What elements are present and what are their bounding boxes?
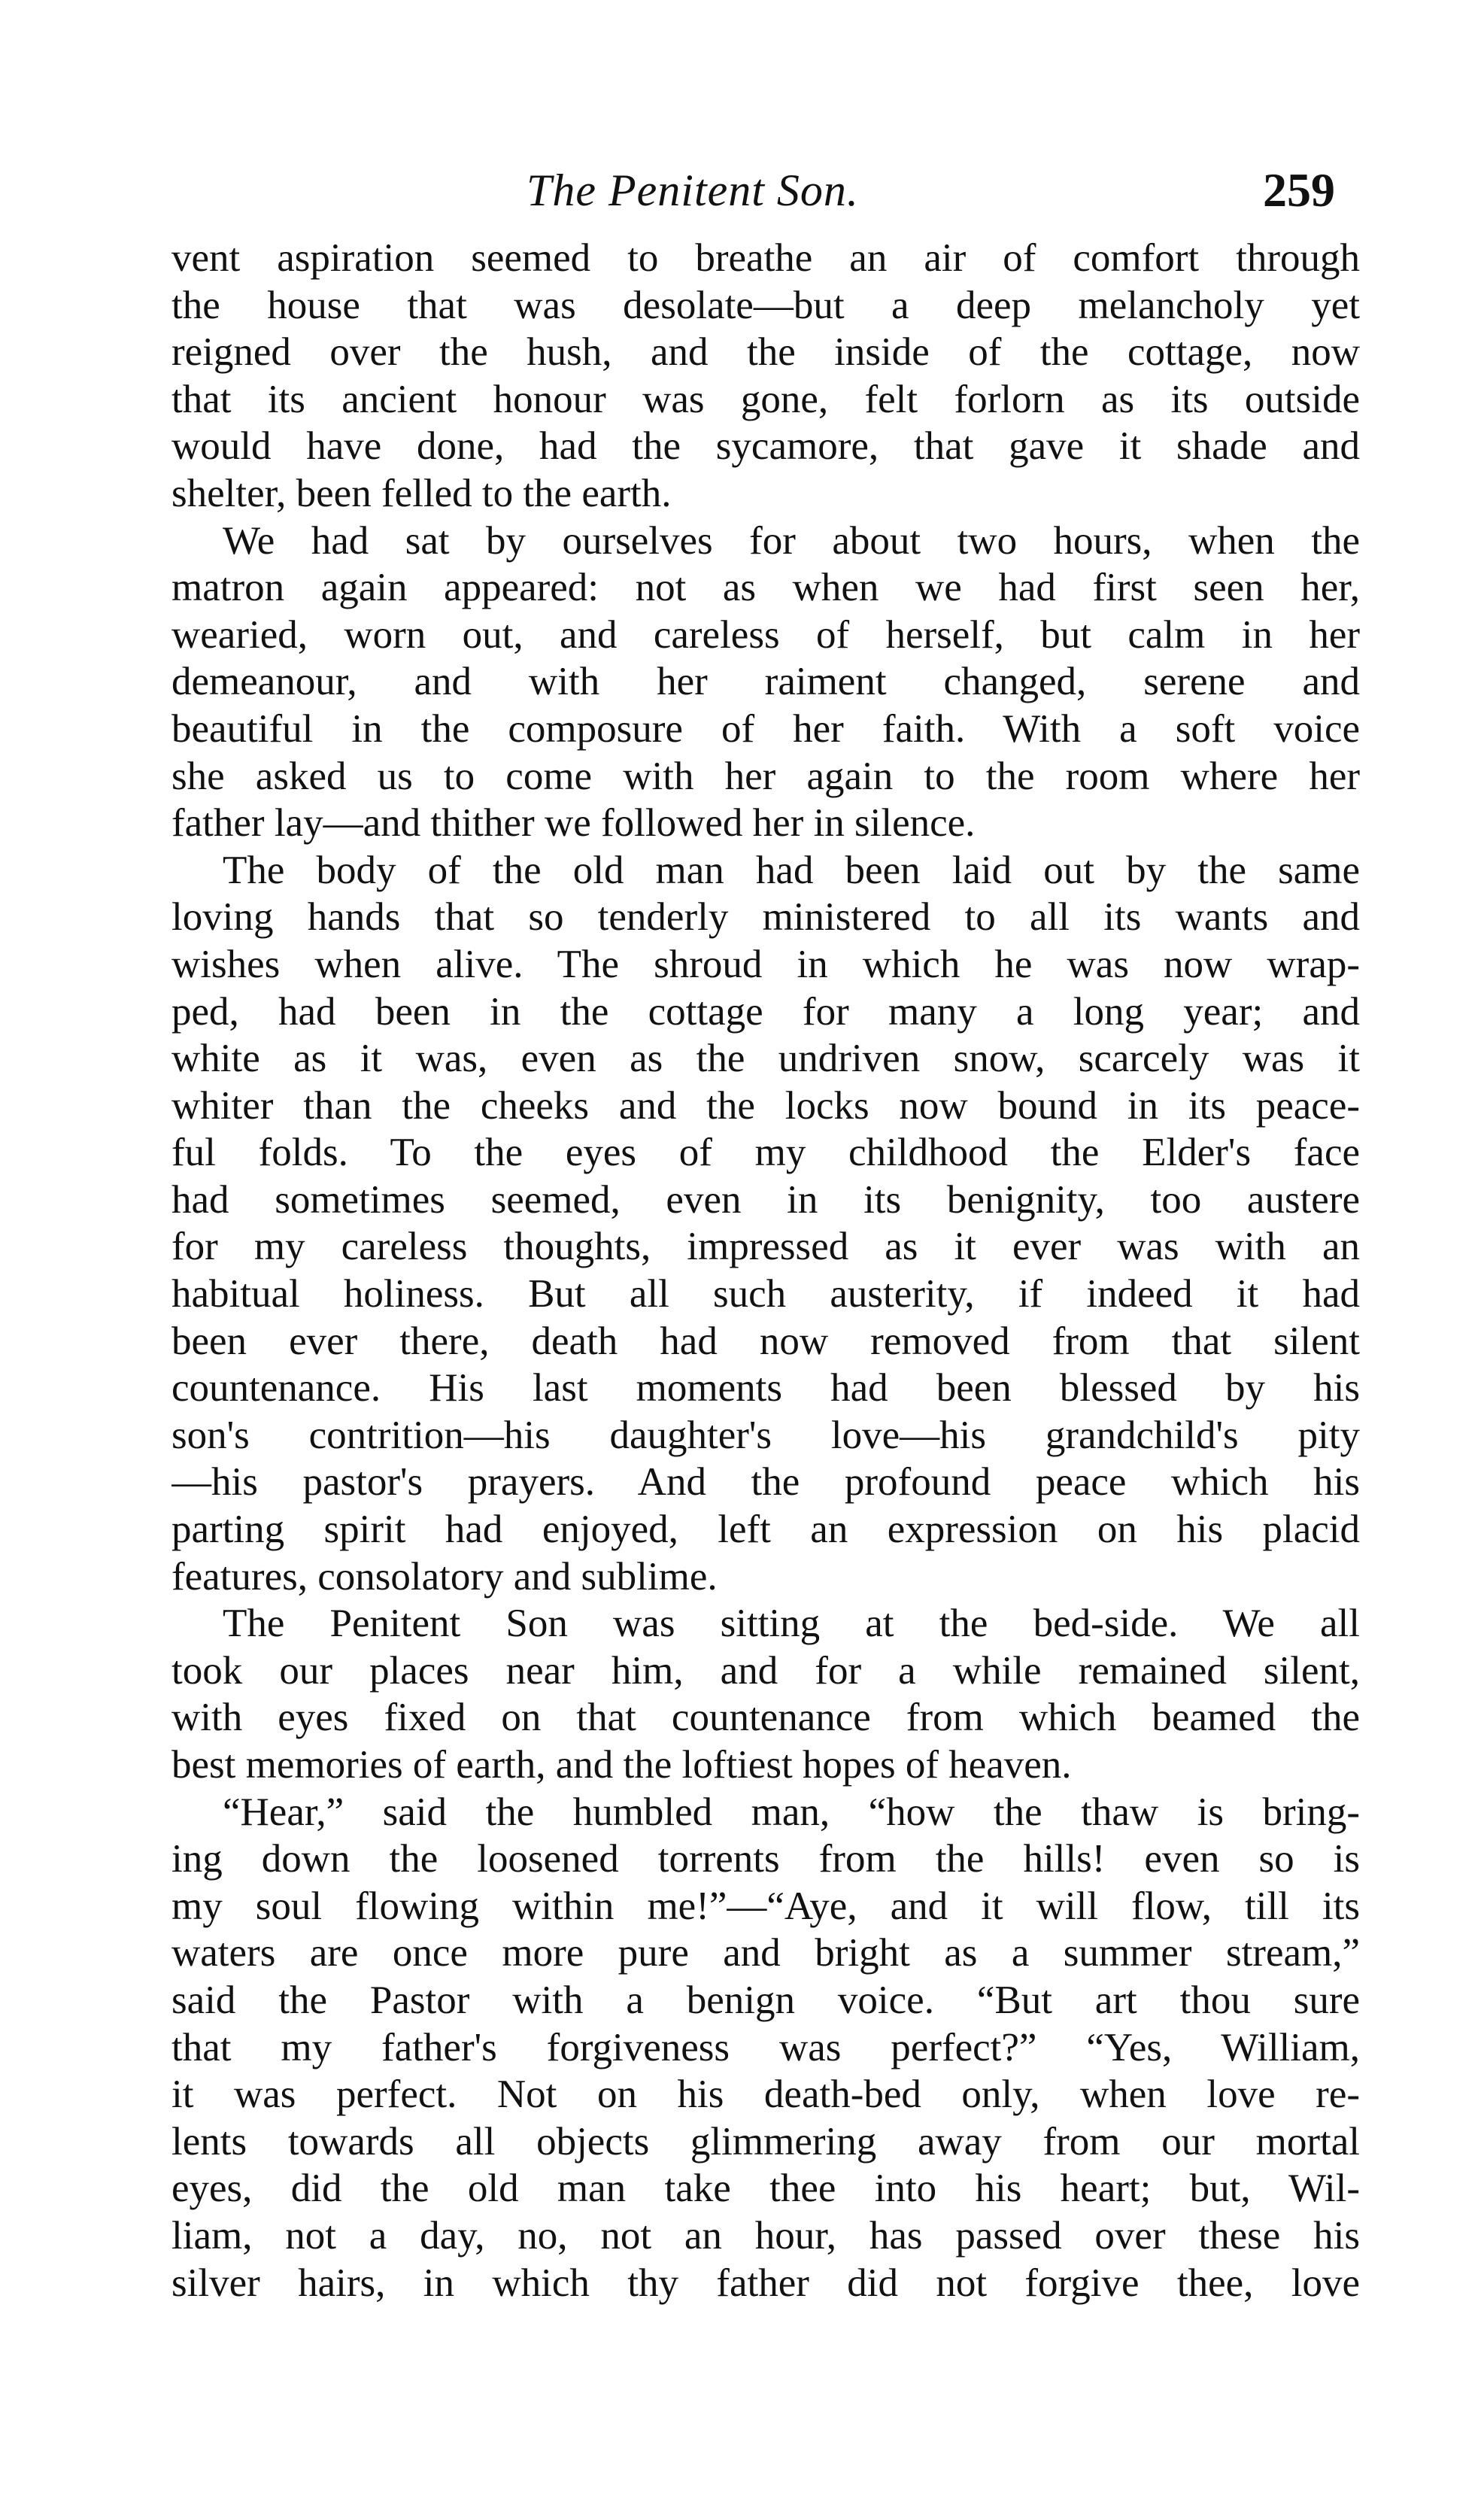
text-line: eyes, did the old man take thee into his heart; but, Wil- xyxy=(171,2167,1360,2211)
text-line: vent aspiration seemed to breathe an air of comfort through xyxy=(171,236,1360,280)
text-line: parting spirit had enjoyed, left an expression on his placid xyxy=(171,1508,1360,1552)
text-line: the house that was desolate—but a deep melancholy yet xyxy=(171,283,1360,327)
text-line: The body of the old man had been laid out by the same xyxy=(223,848,1360,892)
text-line: liam, not a day, no, not an hour, has passed over these his xyxy=(171,2213,1360,2258)
text-line: had sometimes seemed, even in its benignity, too austere xyxy=(171,1177,1360,1222)
text-line: —his pastor's prayers. And the profound peace which his xyxy=(171,1460,1360,1505)
text-line: would have done, had the sycamore, that gave it shade and xyxy=(171,424,1360,469)
text-line: best memories of earth, and the loftiest hopes of heaven. xyxy=(171,1743,1072,1787)
paragraph xyxy=(171,847,1360,1601)
text-line: father lay—and thither we followed her in silence. xyxy=(171,801,976,846)
text-line: shelter, been felled to the earth. xyxy=(171,471,672,515)
text-line: it was perfect. Not on his death-bed only, when love re- xyxy=(171,2072,1360,2117)
text-line: “Hear,” said the humbled man, “how the thaw is bring- xyxy=(223,1790,1360,1834)
text-line: ing down the loosened torrents from the hills! even so is xyxy=(171,1837,1360,1881)
paragraph xyxy=(171,1600,1360,1788)
text-line: features, consolatory and sublime. xyxy=(171,1554,718,1599)
text-line: son's contrition—his daughter's love—his grandchild's pity xyxy=(171,1413,1360,1457)
text-line: been ever there, death had now removed from that silent xyxy=(171,1319,1360,1363)
text-line: silver hairs, in which thy father did not forgive thee, love xyxy=(171,2261,1360,2305)
text-line: We had sat by ourselves for about two hours, when the xyxy=(223,518,1360,563)
paragraph xyxy=(171,1789,1360,2307)
running-title: The Penitent Son. xyxy=(527,165,859,215)
text-line: with eyes fixed on that countenance from which beamed the xyxy=(171,1696,1360,1740)
text-line: whiter than the cheeks and the locks now bound in its peace- xyxy=(171,1083,1360,1128)
text-line: she asked us to come with her again to the room where her xyxy=(171,754,1360,798)
text-line: my soul flowing within me!”—“Aye, and it will flow, till its xyxy=(171,1884,1360,1928)
text-line: reigned over the hush, and the inside of the cottage, now xyxy=(171,330,1360,375)
text-line: beautiful in the composure of her faith. With a soft voice xyxy=(171,706,1360,751)
text-line: ful folds. To the eyes of my childhood the Elder's face xyxy=(171,1131,1360,1175)
paragraph xyxy=(171,518,1360,847)
text-line: said the Pastor with a benign voice. “But art thou sure xyxy=(171,1978,1360,2022)
text-line: that my father's forgiveness was perfect?” “Yes, William, xyxy=(171,2025,1360,2069)
text-line: took our places near him, and for a while remained silent, xyxy=(171,1648,1360,1693)
text-line: demeanour, and with her raiment changed, serene and xyxy=(171,660,1360,704)
running-head xyxy=(173,156,1354,224)
text-line: that its ancient honour was gone, felt forlorn as its outside xyxy=(171,377,1360,421)
text-line: The Penitent Son was sitting at the bed-side. We all xyxy=(223,1602,1360,1646)
page-number: 259 xyxy=(1263,163,1335,217)
text-line: habitual holiness. But all such austerity, if indeed it had xyxy=(171,1272,1360,1316)
text-line: loving hands that so tenderly ministered to all its wants and xyxy=(171,895,1360,940)
text-line: for my careless thoughts, impressed as it ever was with an xyxy=(171,1225,1360,1269)
text-line: ped, had been in the cottage for many a long year; and xyxy=(171,989,1360,1034)
text-line: matron again appeared: not as when we had first seen her, xyxy=(171,566,1360,610)
text-line: white as it was, even as the undriven snow, scarcely was it xyxy=(171,1037,1360,1081)
text-line: countenance. His last moments had been blessed by his xyxy=(171,1366,1360,1410)
text-line: wishes when alive. The shroud in which he was now wrap- xyxy=(171,942,1360,986)
text-line: wearied, worn out, and careless of herself, but calm in her xyxy=(171,612,1360,657)
text-line: lents towards all objects glimmering away from our mortal xyxy=(171,2119,1360,2164)
text-line: waters are once more pure and bright as a summer stream,” xyxy=(171,1931,1360,1975)
body-text xyxy=(171,235,1360,2306)
paragraph xyxy=(171,235,1360,518)
